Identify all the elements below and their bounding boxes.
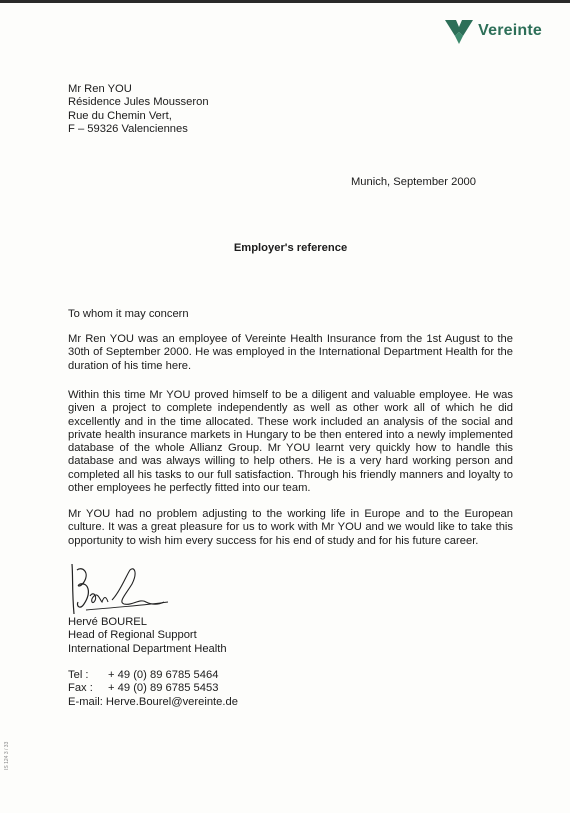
contact-details — [68, 669, 238, 709]
body-paragraph: Within this time Mr YOU proved himself to be a diligent and valuable employee. He was given a project to complete independently as well as other work all of which he did excellently and in the time allocated. These work included an analysis of the social and private health insurance markets in Hungary to be then entered into a newly implemented database of the whole Allianz Group. Mr YOU learnt very quickly how to handle this database and was always willing to help others. He is a very hard working person and completed all his tasks to our full satisfaction. Through his friendly manners and loyalty to other employees he perfectly fitted into our team. — [68, 389, 513, 495]
signatory-title: Head of Regional Support — [68, 629, 197, 642]
recipient-address — [68, 83, 209, 136]
address-line: F – 59326 Valenciennes — [68, 122, 188, 135]
handwritten-signature — [68, 562, 178, 622]
address-line: Résidence Jules Mousseron — [68, 96, 209, 109]
letter-date: Munich, September 2000 — [350, 176, 476, 188]
brand-name: Vereinte — [478, 22, 542, 39]
contact-email — [68, 696, 238, 709]
contact-tel — [68, 669, 238, 682]
vereinte-logo-icon — [445, 18, 473, 44]
contact-fax — [68, 682, 238, 695]
letterhead-logo — [445, 18, 542, 44]
email-label: E-mail: — [68, 695, 103, 708]
letter-subject: Employer's reference — [233, 242, 348, 254]
signatory-department: International Department Health — [68, 642, 227, 655]
tel-label: Tel : — [68, 669, 89, 681]
margin-code: IS 124 3 / 33 — [4, 741, 10, 770]
top-border — [0, 0, 570, 3]
address-line: Mr Ren YOU — [68, 83, 132, 95]
greeting: To whom it may concern — [68, 308, 189, 320]
body-paragraph: Mr Ren YOU was an employee of Vereinte Health Insurance from the 1st August to the 30th of September 2000. He was employed in the International Department Health for the duration of his time here. — [68, 333, 513, 372]
fax-label: Fax : — [68, 682, 93, 695]
body-paragraph: Mr YOU had no problem adjusting to the working life in Europe and to the European culture. It was a great pleasure for us to work with Mr YOU and we would like to take this opportunity to wish him every success for his end of study and for his future career. — [68, 508, 513, 547]
address-line: Rue du Chemin Vert, — [68, 109, 172, 122]
email-value: Herve.Bourel@vereinte.de — [105, 695, 238, 708]
signatory-name: Hervé BOUREL — [68, 616, 147, 628]
fax-value: + 49 (0) 89 6785 5453 — [108, 682, 219, 695]
tel-value: + 49 (0) 89 6785 5464 — [108, 669, 219, 681]
